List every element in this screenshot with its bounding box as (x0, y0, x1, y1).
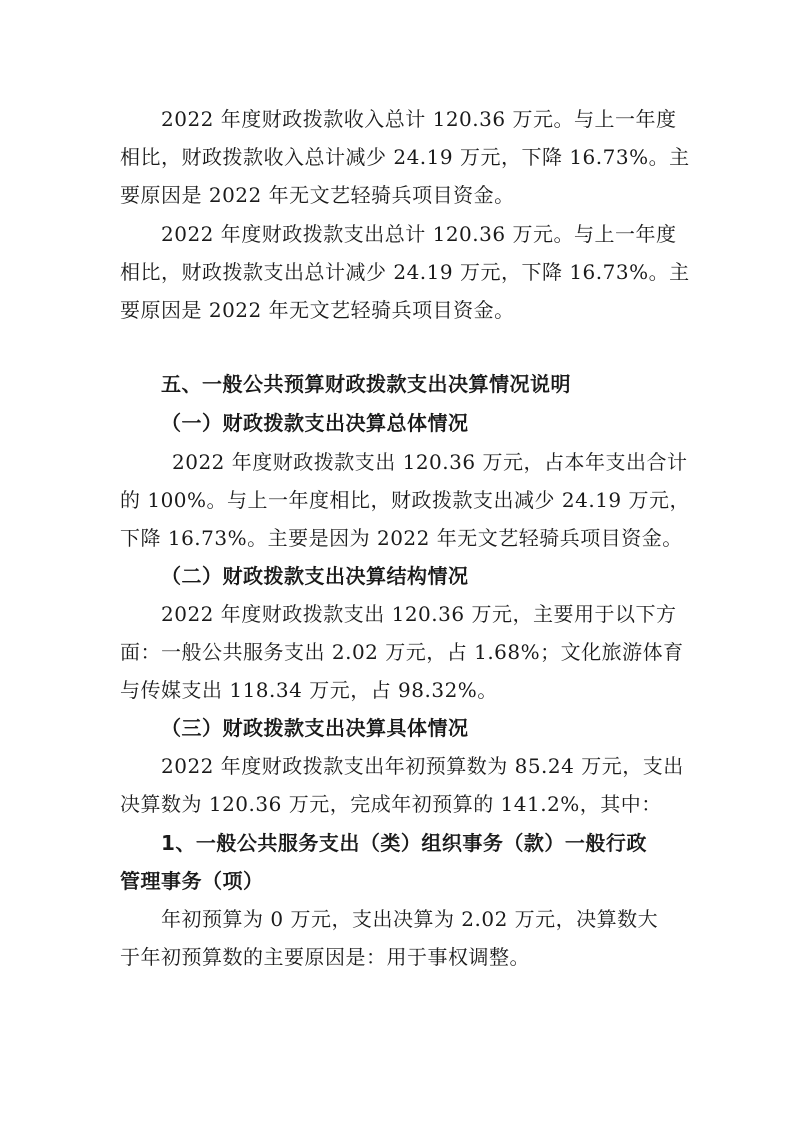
paragraph-line: 决算数为 120.36 万元，完成年初预算的 141.2%，其中： (120, 792, 662, 816)
paragraph-line: 2022 年度财政拨款支出 120.36 万元，占本年支出合计 (172, 450, 688, 474)
paragraph-line: 2022 年度财政拨款支出 120.36 万元，主要用于以下方 (161, 602, 677, 626)
paragraph-line: 2022 年度财政拨款支出年初预算数为 85.24 万元，支出 (161, 754, 684, 778)
subsection-heading: （二）财政拨款支出决算结构情况 (161, 564, 469, 588)
item-heading: 1、一般公共服务支出（类）组织事务（款）一般行政 (161, 831, 647, 855)
item-heading: 管理事务（项） (120, 869, 264, 893)
paragraph-line: 的 100%。与上一年度相比，财政拨款支出减少 24.19 万元， (120, 488, 691, 512)
paragraph-line: 相比，财政拨款支出总计减少 24.19 万元，下降 16.73%。主 (120, 260, 690, 284)
paragraph-line: 下降 16.73%。主要是因为 2022 年无文艺轻骑兵项目资金。 (120, 526, 683, 550)
subsection-heading: （三）财政拨款支出决算具体情况 (161, 716, 469, 740)
paragraph-line: 要原因是 2022 年无文艺轻骑兵项目资金。 (120, 183, 515, 207)
paragraph-line: 2022 年度财政拨款收入总计 120.36 万元。与上一年度 (161, 107, 677, 131)
paragraph-line: 相比，财政拨款收入总计减少 24.19 万元，下降 16.73%。主 (120, 145, 690, 169)
paragraph-line: 年初预算为 0 万元，支出决算为 2.02 万元，决算数大 (161, 907, 659, 931)
paragraph-line: 与传媒支出 118.34 万元，占 98.32%。 (120, 678, 498, 702)
paragraph-line: 2022 年度财政拨款支出总计 120.36 万元。与上一年度 (161, 222, 677, 246)
subsection-heading: （一）财政拨款支出决算总体情况 (161, 411, 469, 435)
section-heading: 五、一般公共预算财政拨款支出决算情况说明 (161, 372, 571, 396)
paragraph-line: 于年初预算数的主要原因是：用于事权调整。 (120, 945, 530, 969)
paragraph-line: 面：一般公共服务支出 2.02 万元，占 1.68%；文化旅游体育 (120, 640, 684, 664)
paragraph-line: 要原因是 2022 年无文艺轻骑兵项目资金。 (120, 298, 515, 322)
